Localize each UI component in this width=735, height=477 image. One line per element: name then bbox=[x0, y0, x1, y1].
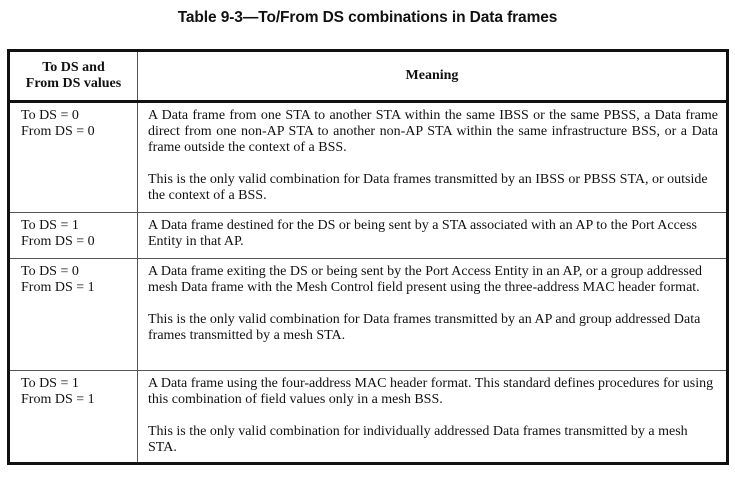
meaning-cell bbox=[138, 371, 728, 464]
meaning-cell bbox=[138, 259, 728, 371]
meaning-paragraph: A Data frame destined for the DS or being sent by a STA associated with an AP to the Port Access Entity in that AP. bbox=[148, 218, 697, 249]
ds-combinations-table bbox=[7, 49, 729, 465]
header-values bbox=[9, 51, 138, 102]
meaning-cell bbox=[138, 102, 728, 213]
values-cell bbox=[9, 102, 138, 213]
table-header-row bbox=[9, 51, 728, 102]
meaning-paragraph: This is the only valid combination for Data frames transmitted by an AP and group addressed Data frames transmitted by a mesh STA. bbox=[148, 312, 701, 343]
header-meaning: Meaning bbox=[138, 51, 728, 102]
table-caption: Table 9-3—To/From DS combinations in Data frames bbox=[177, 9, 558, 26]
from-ds-value: From DS = 1 bbox=[21, 280, 95, 295]
meaning-paragraph: This is the only valid combination for individually addressed Data frames transmitted by a mesh STA. bbox=[148, 424, 688, 455]
to-ds-value: To DS = 1 bbox=[21, 218, 79, 233]
table-row bbox=[9, 102, 728, 213]
from-ds-value: From DS = 0 bbox=[21, 234, 95, 249]
table-row bbox=[9, 371, 728, 464]
to-ds-value: To DS = 0 bbox=[21, 108, 79, 123]
from-ds-value: From DS = 0 bbox=[21, 124, 95, 139]
table-row bbox=[9, 213, 728, 259]
to-ds-value: To DS = 0 bbox=[21, 264, 79, 279]
table-row bbox=[9, 259, 728, 371]
from-ds-value: From DS = 1 bbox=[21, 392, 95, 407]
meaning-paragraph: A Data frame exiting the DS or being sent by the Port Access Entity in an AP, or a group addressed mesh Data frame with the Mesh Control field present using the three-address MAC header format. bbox=[148, 264, 703, 295]
meaning-paragraph: This is the only valid combination for Data frames transmitted by an IBSS or PBSS STA, or outside the context of a BSS. bbox=[148, 172, 708, 203]
meaning-paragraph: A Data frame from one STA to another STA within the same IBSS or the same PBSS, a Data frame direct from one non-AP STA to another non-AP STA within the same infrastructure BSS, or a Data frame outside the context of a BSS. bbox=[148, 108, 718, 155]
to-ds-value: To DS = 1 bbox=[21, 376, 79, 391]
header-values-line-1: To DS and bbox=[42, 60, 105, 75]
meaning-cell bbox=[138, 213, 728, 259]
values-cell bbox=[9, 259, 138, 371]
header-values-line-2: From DS values bbox=[25, 76, 122, 91]
values-cell bbox=[9, 213, 138, 259]
meaning-paragraph: A Data frame using the four-address MAC header format. This standard defines procedures for using this combination of field values only in a mesh BSS. bbox=[148, 376, 714, 407]
values-cell bbox=[9, 371, 138, 464]
